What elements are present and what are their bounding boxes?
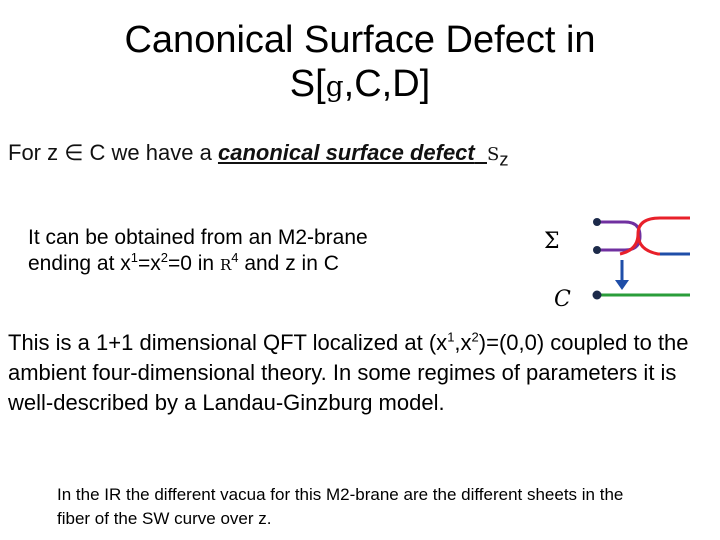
obtain-sup-2: 2	[160, 250, 168, 265]
canonical-surface-defect-term: canonical surface defect	[217, 140, 475, 165]
r-symbol: R	[219, 256, 232, 274]
c-label: C	[554, 287, 571, 308]
ir-note: In the IR the different vacua for this M2-brane are the different sheets in the fiber of the SW curve over z.	[57, 485, 624, 528]
r-sup: 4	[231, 250, 239, 265]
title-suffix: ,C,D]	[343, 63, 431, 105]
defect-symbol: S	[486, 144, 500, 165]
intro-mid: C we have a	[89, 140, 212, 165]
defect-subscript: z	[499, 148, 509, 170]
para-s2: 2	[471, 329, 479, 345]
para-t2: ,x	[454, 330, 472, 355]
para-s1: 1	[447, 329, 455, 345]
qft-paragraph	[8, 328, 713, 418]
obtain-d: and z in C	[244, 252, 339, 275]
para-t3: )=(0,0) coupled to the ambient four-dimensional theory. In some regimes of parameters it is well-described by a Landau-Ginzburg model.	[8, 330, 689, 415]
obtain-c: =0 in	[167, 252, 215, 275]
brane-diagram	[540, 208, 700, 308]
projection-arrow-head	[615, 280, 629, 290]
obtain-line-2	[28, 248, 368, 275]
dot-bottom	[593, 291, 602, 300]
title-prefix: S[	[289, 63, 326, 105]
obtain-a: ending at x	[28, 252, 131, 275]
slide-title	[0, 18, 720, 109]
intro-line	[8, 140, 509, 170]
title-line-1: Canonical Surface Defect in	[124, 19, 596, 61]
dot-top	[593, 218, 601, 226]
dot-middle	[593, 246, 601, 254]
obtain-sup-1: 1	[130, 250, 138, 265]
intro-prefix: For z	[8, 140, 59, 165]
obtain-line-1: It can be obtained from an M2-brane	[28, 226, 368, 249]
underline-gap	[475, 140, 487, 165]
title-frak-g: g	[325, 70, 344, 103]
obtain-text	[28, 228, 368, 275]
obtain-b: =x	[137, 252, 161, 275]
title-line-2	[0, 62, 720, 109]
para-t1: This is a 1+1 dimensional QFT localized at (x	[8, 330, 448, 355]
element-of-symbol: ∈	[64, 140, 84, 165]
sigma-label: Σ	[544, 229, 560, 254]
